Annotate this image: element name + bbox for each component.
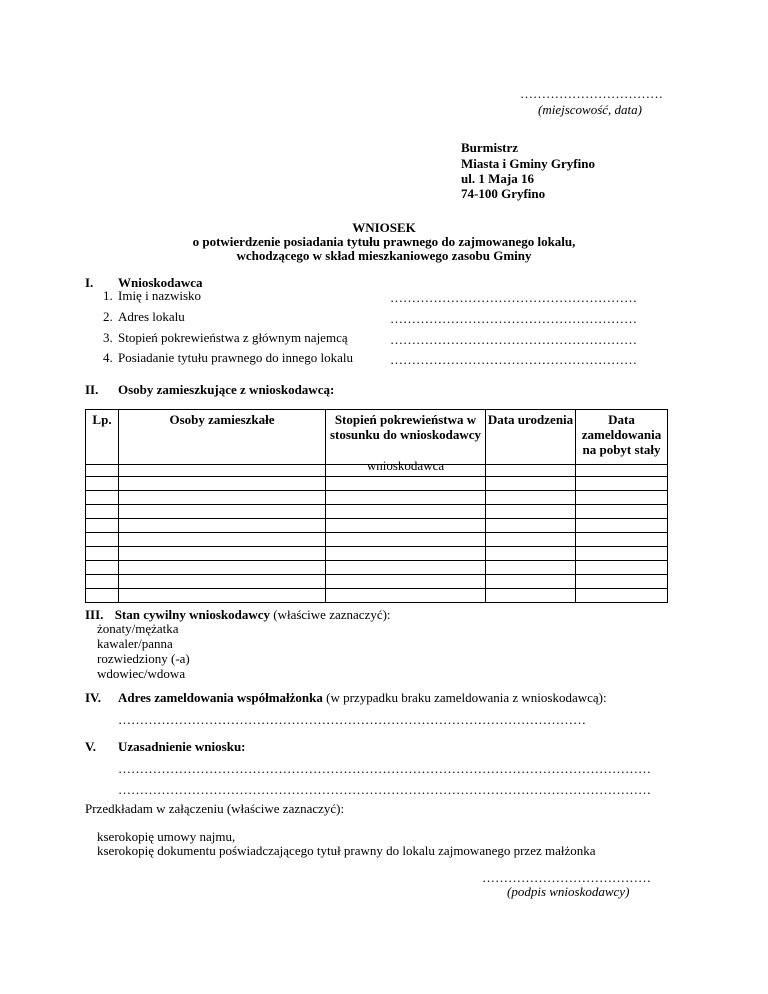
table-cell[interactable] — [576, 533, 668, 547]
table-cell[interactable] — [119, 589, 326, 603]
table-cell[interactable] — [326, 589, 486, 603]
signature-caption: (podpis wnioskodawcy) — [507, 884, 630, 899]
addressee-line-1: Burmistrz — [461, 140, 519, 155]
table-cell[interactable] — [486, 547, 576, 561]
table-cell[interactable] — [86, 465, 119, 477]
table-row — [86, 533, 668, 547]
field-4-input[interactable]: ………………………………………………… — [390, 352, 637, 367]
table-cell[interactable] — [486, 519, 576, 533]
attachment-option-label: kserokopię dokumentu poświadczającego tytuł prawny do lokalu zajmowanego przez małżonka — [97, 843, 596, 858]
table-row — [86, 575, 668, 589]
table-cell[interactable] — [119, 533, 326, 547]
table-row — [86, 491, 668, 505]
table-cell[interactable] — [486, 477, 576, 491]
table-cell[interactable] — [576, 547, 668, 561]
attachments-intro: Przedkładam w załączeniu (właściwe zaznaczyć): — [85, 801, 345, 816]
field-2-number: 2. — [103, 309, 113, 324]
marital-option-label: wdowiec/wdowa — [97, 666, 186, 681]
household-table-body — [86, 458, 668, 603]
table-cell[interactable] — [86, 519, 119, 533]
table-cell[interactable] — [576, 505, 668, 519]
table-cell[interactable] — [326, 477, 486, 491]
attachment-option-1[interactable] — [85, 829, 235, 844]
table-cell[interactable] — [576, 561, 668, 575]
date-caption: (miejscowość, data) — [538, 102, 642, 117]
field-2-label: Adres lokalu — [118, 309, 185, 324]
table-row — [86, 561, 668, 575]
field-3-input[interactable]: ………………………………………………… — [390, 332, 637, 347]
attachment-option-label: kserokopię umowy najmu, — [97, 829, 236, 844]
table-cell[interactable] — [119, 505, 326, 519]
table-cell[interactable] — [326, 575, 486, 589]
col-header-registration-date: Data zameldowania na pobyt stały — [576, 410, 668, 465]
marital-option-2[interactable] — [85, 636, 173, 651]
justification-input-line-1[interactable]: …………………………………………………………………………………………………………… — [118, 761, 651, 776]
table-cell[interactable] — [326, 505, 486, 519]
section-2-numeral: II. — [85, 382, 99, 397]
section-1-numeral: I. — [85, 275, 94, 290]
section-3-note: (właściwe zaznaczyć): — [270, 607, 391, 622]
table-cell[interactable] — [326, 533, 486, 547]
table-cell[interactable] — [326, 561, 486, 575]
addressee-line-2: Miasta i Gminy Gryfino — [461, 156, 595, 171]
section-3-heading: Stan cywilny wnioskodawcy — [114, 607, 270, 622]
table-cell[interactable] — [86, 575, 119, 589]
section-4-numeral: IV. — [85, 690, 102, 705]
section-3-title — [85, 607, 391, 622]
table-row — [86, 477, 668, 491]
signature-field[interactable]: ………………………………… — [482, 870, 651, 885]
attachment-option-2[interactable] — [85, 843, 596, 858]
table-row — [86, 589, 668, 603]
table-cell[interactable] — [576, 477, 668, 491]
section-5-numeral: V. — [85, 739, 96, 754]
section-5-heading: Uzasadnienie wniosku: — [118, 739, 246, 754]
field-1-label: Imię i nazwisko — [118, 288, 202, 303]
field-1-number: 1. — [103, 288, 113, 303]
table-row — [86, 505, 668, 519]
marital-option-label: rozwiedziony (-a) — [97, 651, 190, 666]
table-cell[interactable] — [119, 465, 326, 477]
marital-option-1[interactable] — [85, 621, 179, 636]
table-row — [86, 465, 668, 477]
field-4-number: 4. — [103, 350, 113, 365]
table-cell[interactable] — [486, 575, 576, 589]
field-3-label: Stopień pokrewieństwa z głównym najemcą — [118, 330, 348, 345]
table-cell[interactable] — [119, 477, 326, 491]
section-4-note: (w przypadku braku zameldowania z wnioskodawcą): — [322, 690, 607, 705]
document-subtitle-2: wchodzącego w skład mieszkaniowego zasobu Gminy — [236, 248, 532, 263]
marital-option-label: żonaty/mężatka — [97, 621, 179, 636]
marital-option-label: kawaler/panna — [97, 636, 173, 651]
marital-option-4[interactable] — [85, 666, 185, 681]
table-cell[interactable] — [486, 561, 576, 575]
table-cell[interactable] — [86, 589, 119, 603]
table-cell[interactable] — [576, 589, 668, 603]
relation-applicant-note: wnioskodawca — [326, 460, 486, 472]
spouse-address-input[interactable]: ……………………………………………………………………………………………… — [118, 712, 586, 727]
table-cell[interactable] — [486, 533, 576, 547]
justification-input-line-2[interactable]: …………………………………………………………………………………………………………… — [118, 782, 651, 797]
table-cell[interactable] — [326, 491, 486, 505]
col-header-lp: Lp. — [86, 410, 119, 465]
table-cell[interactable] — [326, 519, 486, 533]
table-cell[interactable] — [119, 561, 326, 575]
marital-option-3[interactable] — [85, 651, 190, 666]
table-cell[interactable] — [326, 547, 486, 561]
addressee-line-3: ul. 1 Maja 16 — [461, 171, 534, 186]
household-table — [85, 409, 668, 603]
section-4-title — [118, 690, 607, 705]
date-field[interactable]: …………………………… — [520, 86, 663, 101]
field-1-input[interactable]: ………………………………………………… — [390, 290, 637, 305]
section-4-heading: Adres zameldowania współmałżonka — [118, 690, 323, 705]
table-cell[interactable] — [86, 491, 119, 505]
table-cell[interactable] — [576, 519, 668, 533]
table-cell[interactable] — [576, 491, 668, 505]
table-row — [86, 519, 668, 533]
table-cell[interactable] — [86, 561, 119, 575]
table-cell[interactable] — [486, 505, 576, 519]
table-cell[interactable] — [119, 575, 326, 589]
table-cell[interactable] — [119, 491, 326, 505]
addressee-line-4: 74-100 Gryfino — [461, 186, 546, 201]
col-header-relation: Stopień pokrewieństwa w stosunku do wnioskodawcy — [326, 410, 486, 465]
col-header-birth-date: Data urodzenia — [486, 410, 576, 465]
table-cell[interactable] — [486, 465, 576, 477]
table-cell[interactable] — [486, 491, 576, 505]
table-cell[interactable] — [86, 533, 119, 547]
col-header-persons: Osoby zamieszkałe — [119, 410, 326, 465]
table-cell[interactable] — [86, 477, 119, 491]
field-3-number: 3. — [103, 330, 113, 345]
table-cell[interactable] — [86, 505, 119, 519]
field-2-input[interactable]: ………………………………………………… — [390, 311, 637, 326]
section-1-heading: Wnioskodawca — [118, 275, 203, 290]
table-cell[interactable] — [119, 519, 326, 533]
section-3-numeral: III. — [85, 607, 104, 622]
document-title: WNIOSEK — [352, 220, 416, 235]
table-cell[interactable] — [86, 547, 119, 561]
section-2-heading: Osoby zamieszkujące z wnioskodawcą: — [118, 382, 335, 397]
table-cell[interactable] — [119, 547, 326, 561]
document-subtitle-1: o potwierdzenie posiadania tytułu prawnego do zajmowanego lokalu, — [192, 234, 576, 249]
table-cell[interactable] — [576, 575, 668, 589]
field-4-label: Posiadanie tytułu prawnego do innego lokalu — [118, 350, 354, 365]
table-cell[interactable] — [486, 589, 576, 603]
table-row — [86, 547, 668, 561]
table-cell[interactable] — [576, 465, 668, 477]
